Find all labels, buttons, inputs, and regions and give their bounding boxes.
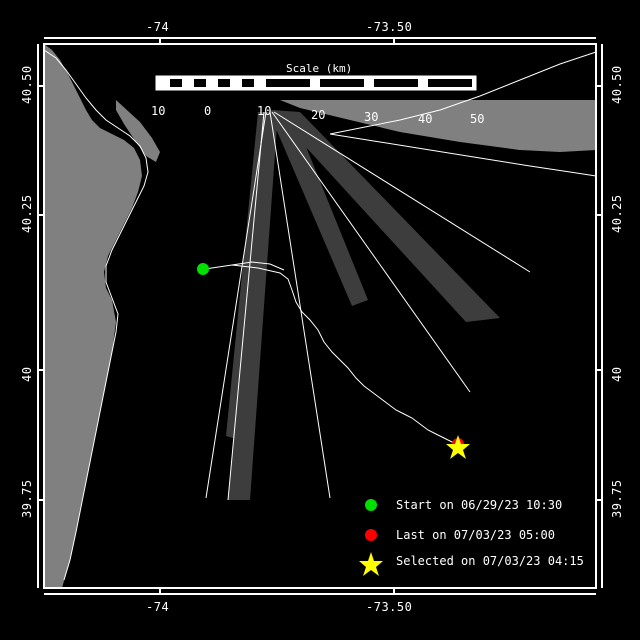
scale-tick-label-1: 10 bbox=[151, 104, 166, 118]
y-axis-right-label-1: 40.50 bbox=[610, 65, 624, 104]
x-axis-top-label-2: -73.50 bbox=[366, 20, 413, 34]
scale-tick-label-5: 30 bbox=[364, 110, 379, 124]
legend-label-selected: Selected on 07/03/23 04:15 bbox=[396, 554, 584, 568]
legend-item-start bbox=[386, 498, 562, 512]
legend-item-last bbox=[386, 528, 555, 542]
x-axis-top-label-1: -74 bbox=[146, 20, 170, 34]
y-axis-left-label-2: 40.25 bbox=[20, 194, 34, 233]
scale-bar-title: Scale (km) bbox=[286, 62, 353, 75]
scale-tick-label-7: 50 bbox=[470, 112, 485, 126]
legend-last-marker bbox=[365, 529, 377, 541]
y-axis-right-label-4: 39.75 bbox=[610, 479, 624, 518]
y-axis-left-label-1: 40.50 bbox=[20, 65, 34, 104]
y-axis-left-label-3: 40 bbox=[20, 366, 34, 382]
x-axis-bottom-label-2: -73.50 bbox=[366, 600, 413, 614]
scale-tick-label-3: 10 bbox=[257, 104, 272, 118]
legend-start-marker bbox=[365, 499, 377, 511]
y-axis-right-label-2: 40.25 bbox=[610, 194, 624, 233]
x-axis-bottom-label-1: -74 bbox=[146, 600, 170, 614]
scale-tick-label-6: 40 bbox=[418, 112, 433, 126]
y-axis-right-label-3: 40 bbox=[610, 366, 624, 382]
legend-label-last: Last on 07/03/23 05:00 bbox=[396, 528, 555, 542]
start-point[interactable] bbox=[197, 263, 209, 275]
scale-bar bbox=[156, 76, 476, 90]
legend-item-selected bbox=[386, 554, 584, 568]
scale-tick-label-4: 20 bbox=[311, 108, 326, 122]
scale-tick-label-2: 0 bbox=[204, 104, 212, 118]
y-axis-left-label-4: 39.75 bbox=[20, 479, 34, 518]
legend-label-start: Start on 06/29/23 10:30 bbox=[396, 498, 563, 512]
